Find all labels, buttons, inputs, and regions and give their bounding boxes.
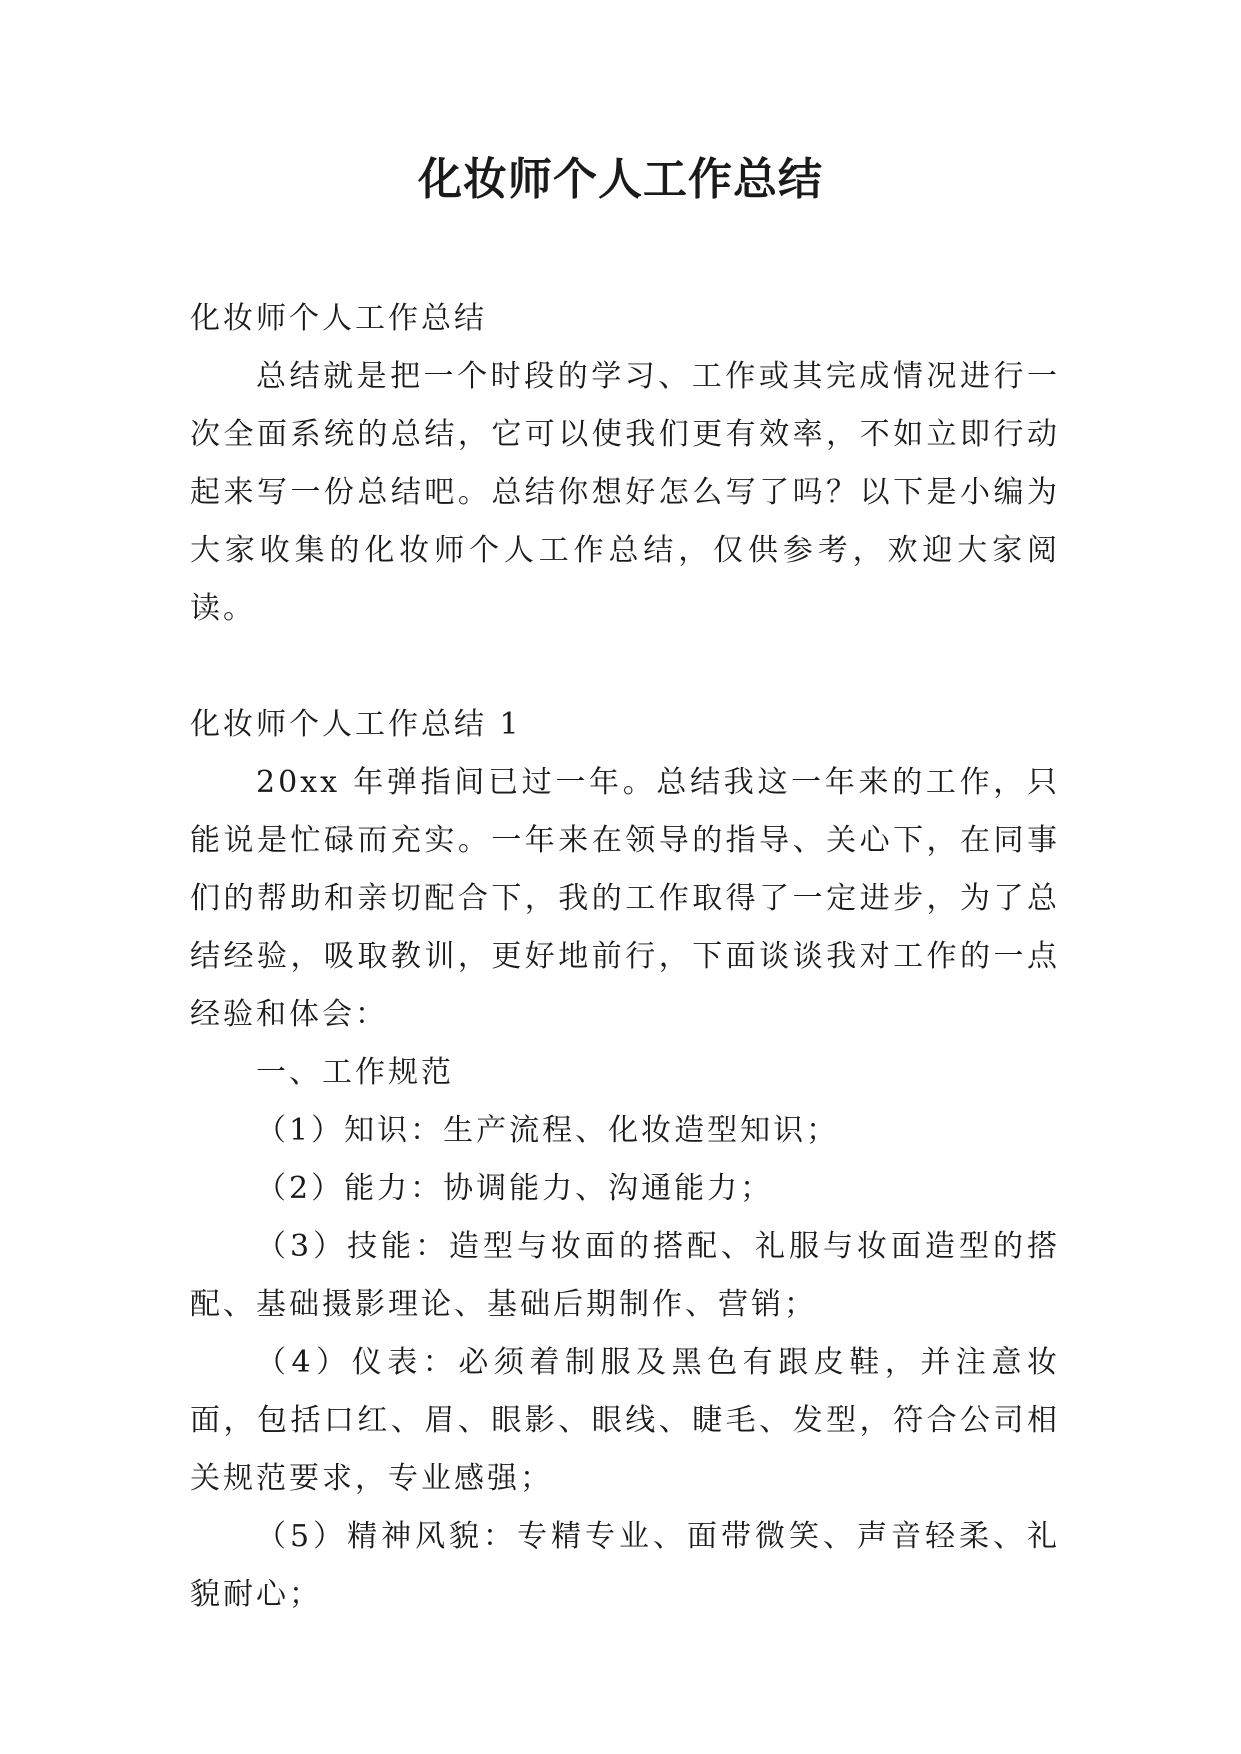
section-heading: 化妆师个人工作总结 1 xyxy=(190,707,522,742)
intro-paragraph: 总结就是把一个时段的学习、工作或其完成情况进行一次全面系统的总结，它可以使我们更有效率，不如立即行动起来写一份总结吧。总结你想好怎么写了吗？以下是小编为大家收集的化妆师个人工作总结，仅供参考，欢迎大家阅读。 xyxy=(190,359,1060,626)
document-title: 化妆师个人工作总结 xyxy=(418,154,823,205)
subheading: 一、工作规范 xyxy=(256,1055,454,1090)
intro-heading: 化妆师个人工作总结 xyxy=(190,301,487,336)
list-item: （5）精神风貌：专精专业、面带微笑、声音轻柔、礼貌耐心； xyxy=(190,1519,1060,1612)
section-paragraph: 20xx 年弹指间已过一年。总结我这一年来的工作，只能说是忙碌而充实。一年来在领导的指导、关心下，在同事们的帮助和亲切配合下，我的工作取得了一定进步，为了总结经验，吸取教训，更好地前行，下面谈谈我对工作的一点经验和体会： xyxy=(190,765,1060,1032)
list-item: （1）知识：生产流程、化妆造型知识； xyxy=(256,1113,840,1148)
paragraph-spacer xyxy=(190,638,1060,696)
list-item: （3）技能：造型与妆面的搭配、礼服与妆面造型的搭配、基础摄影理论、基础后期制作、营销； xyxy=(190,1229,1060,1322)
document-body xyxy=(190,290,1060,1624)
list-item: （2）能力：协调能力、沟通能力； xyxy=(256,1171,774,1206)
list-item: （4）仪表：必须着制服及黑色有跟皮鞋，并注意妆面，包括口红、眉、眼影、眼线、睫毛、发型，符合公司相关规范要求，专业感强； xyxy=(190,1345,1060,1496)
